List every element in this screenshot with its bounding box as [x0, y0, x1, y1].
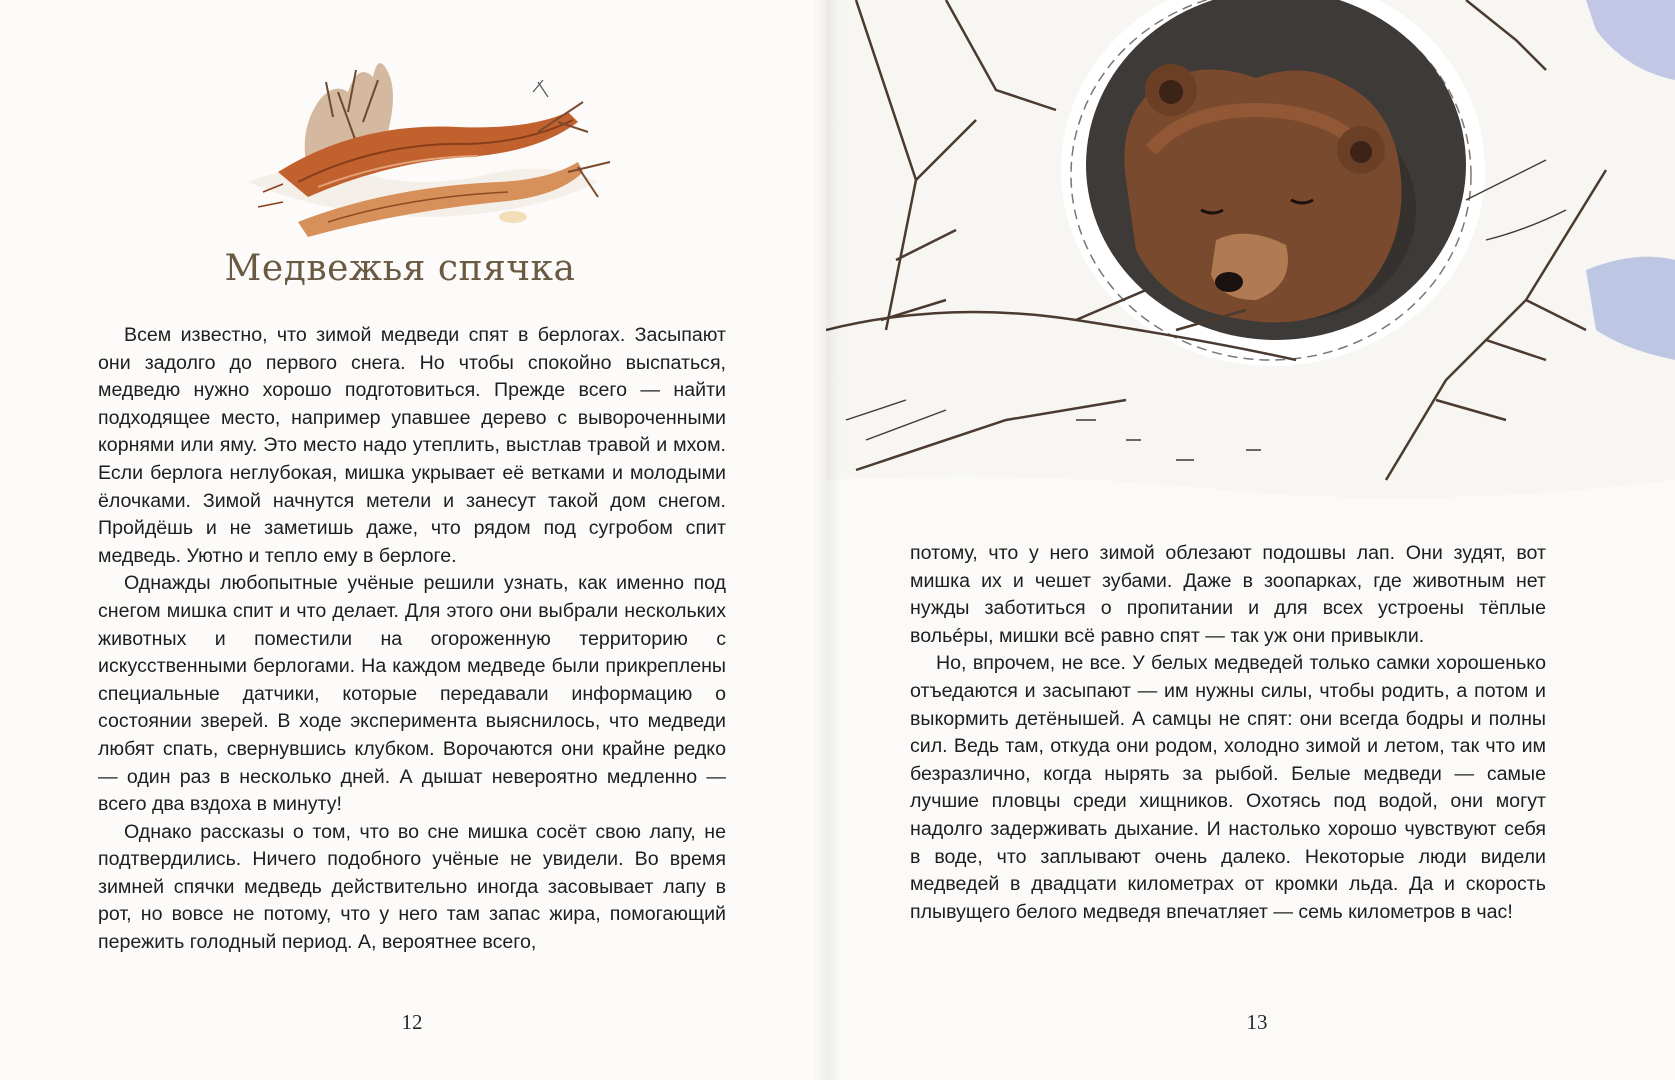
paragraph: Однако рассказы о том, что во сне мишка сосёт свою лапу, не подтвердились. Ничего подобного учёные не увидели. Во время зимней спячки медведь действительно иногда засовывает лапу в рот, но вовсе не потому, что у него там запас жира, помогающий пережить голодный период. А, вероятнее всего, [98, 820, 726, 954]
page-number: 13 [1246, 1010, 1268, 1034]
paragraph: Однажды любопытные учёные решили узнать, как именно под снегом мишка спит и что делает. Для этого они выбрали нескольких животных и поместили на огороженную территорию с искусственными берлогами. На каждом медведе были прикреплены специальные датчики, которые передавали информацию о состоянии зверей. В ходе эксперимента выяснилось, что медведи любят спать, свернувшись клубком. Ворочаются они крайне редко — один раз в несколько дней. А дышат невероятно медленно — всего два вздоха в минуту! [98, 572, 726, 816]
chapter-title: Медвежья спячка [224, 248, 576, 289]
right-page [826, 0, 1675, 1080]
left-page [0, 0, 826, 1080]
book-gutter [812, 0, 842, 1080]
bear-in-den-illustration [826, 0, 1675, 520]
paragraph: потому, что у него зимой облезают подошвы лап. Они зудят, вот мишка их и чешет зубами. Даже в зоопарках, где животным нет нужды заботиться о пропитании и для всех устроены тёплые вольéры, мишки всё равно спят — так уж они привыкли. [910, 542, 1546, 647]
left-page-text [98, 322, 726, 957]
right-page-text [910, 540, 1546, 926]
paragraph: Но, впрочем, не все. У белых медведей только самки хорошенько отъедаются и засыпают — им нужны силы, чтобы родить, а потом и выкормить детёнышей. А самцы не спят: они всегда бодры и полны сил. Ведь там, откуда они родом, холодно зимой и летом, так что им безразлично, когда нырять за рыбой. Белые медведи — самые лучшие пловцы среди хищников. Охотясь под водой, они могут надолго задерживать дыхание. И настолько хорошо чувствуют себя в воде, что заплывают очень далеко. Некоторые люди видели медведей в двадцати километрах от кромки льда. Да и скорость плывущего белого медведя впечатляет — семь километров в час! [910, 652, 1546, 923]
fallen-log-illustration [238, 22, 628, 254]
paragraph: Всем известно, что зимой медведи спят в берлогах. Засыпают они задолго до первого снега. Но чтобы спокойно выспаться, медведю нужно хорошо подготовиться. Прежде всего — найти подходящее место, например упавшее дерево с вывороченными корнями или яму. Это место надо утеплить, выстлав травой и мхом. Если берлога неглубокая, мишка укрывает её ветками и молодыми ёлочками. Зимой начнутся метели и занесут такой дом снегом. Пройдёшь и не заметишь даже, что рядом под сугробом спит медведь. Уютно и тепло ему в берлоге. [98, 324, 726, 567]
page-number: 12 [401, 1010, 423, 1034]
